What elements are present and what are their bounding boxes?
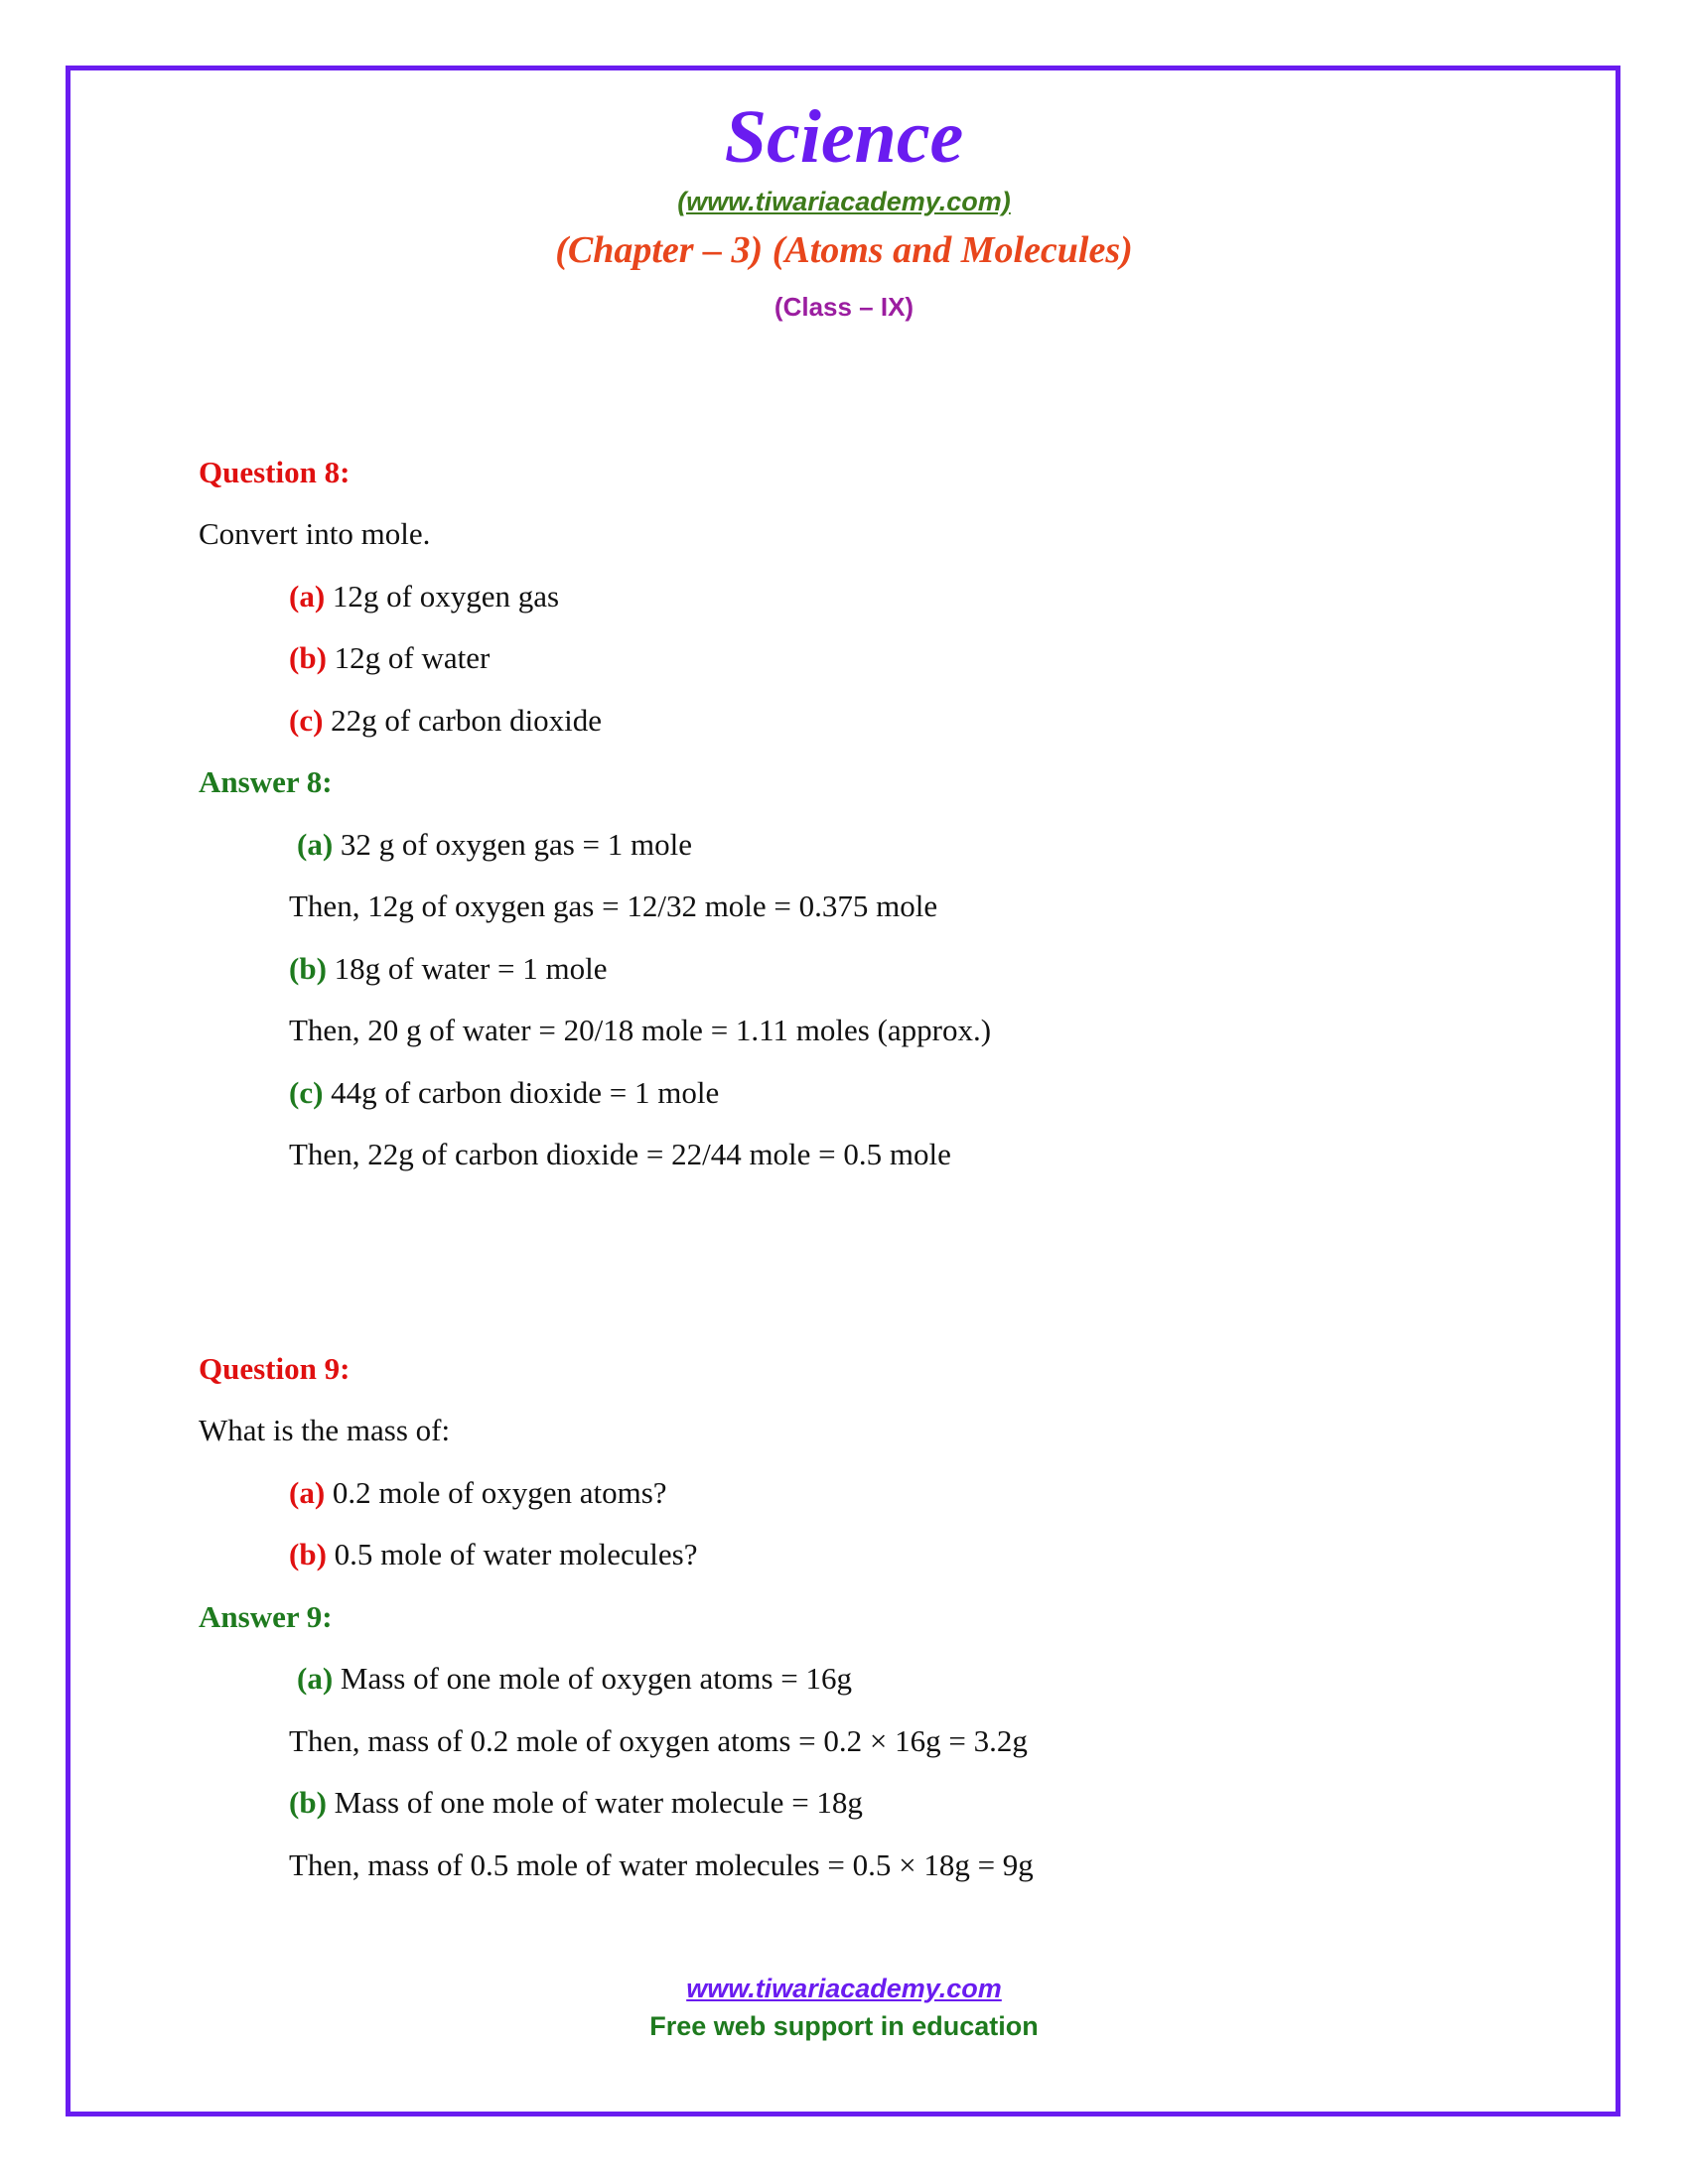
answer-8-line bbox=[289, 1077, 719, 1108]
answer-text: 44g of carbon dioxide = 1 mole bbox=[323, 1075, 720, 1110]
answer-8-line: Then, 12g of oxygen gas = 12/32 mole = 0.375 mole bbox=[289, 888, 938, 923]
chapter-heading: (Chapter – 3) (Atoms and Molecules) bbox=[555, 229, 1133, 271]
option-label: (b) bbox=[289, 1537, 327, 1571]
answer-label: (a) bbox=[297, 1661, 334, 1696]
question-8-option-a bbox=[289, 581, 559, 612]
website-link-footer[interactable]: www.tiwariacademy.com bbox=[686, 1974, 1002, 2003]
question-9-option-b bbox=[289, 1539, 697, 1570]
question-8-heading: Question 8: bbox=[199, 455, 351, 489]
answer-8-line: Then, 22g of carbon dioxide = 22/44 mole = 0.5 mole bbox=[289, 1137, 951, 1171]
question-8-option-b bbox=[289, 642, 490, 673]
website-link-header[interactable]: (www.tiwariacademy.com) bbox=[677, 187, 1011, 216]
answer-8-heading: Answer 8: bbox=[199, 764, 333, 799]
answer-9-line bbox=[289, 1787, 863, 1818]
answer-text: Mass of one mole of water molecule = 18g bbox=[326, 1785, 863, 1820]
answer-label: (b) bbox=[289, 951, 327, 986]
answer-label: (b) bbox=[289, 1785, 327, 1820]
answer-8-line: Then, 20 g of water = 20/18 mole = 1.11 moles (approx.) bbox=[289, 1013, 992, 1047]
answer-text: 32 g of oxygen gas = 1 mole bbox=[333, 827, 693, 862]
answer-9-line: Then, mass of 0.2 mole of oxygen atoms = 0.2 × 16g = 3.2g bbox=[289, 1723, 1028, 1758]
question-9-option-a bbox=[289, 1477, 667, 1508]
answer-label: (a) bbox=[297, 827, 334, 862]
option-label: (b) bbox=[289, 640, 327, 675]
option-text: 0.2 mole of oxygen atoms? bbox=[325, 1475, 667, 1510]
option-text: 12g of oxygen gas bbox=[325, 579, 560, 614]
question-8-option-c bbox=[289, 705, 602, 736]
page-title: Science bbox=[724, 95, 964, 179]
answer-text: Mass of one mole of oxygen atoms = 16g bbox=[333, 1661, 853, 1696]
option-text: 0.5 mole of water molecules? bbox=[326, 1537, 698, 1571]
answer-8-line bbox=[289, 953, 608, 984]
answer-9-heading: Answer 9: bbox=[199, 1599, 333, 1634]
answer-9-line bbox=[297, 1663, 852, 1694]
footer-tagline: Free web support in education bbox=[649, 2011, 1039, 2041]
class-label: (Class – IX) bbox=[774, 292, 914, 322]
answer-9-line: Then, mass of 0.5 mole of water molecules = 0.5 × 18g = 9g bbox=[289, 1847, 1034, 1882]
question-9-heading: Question 9: bbox=[199, 1351, 351, 1386]
option-text: 12g of water bbox=[326, 640, 491, 675]
answer-text: 18g of water = 1 mole bbox=[326, 951, 608, 986]
option-label: (a) bbox=[289, 1475, 326, 1510]
answer-8-line bbox=[297, 829, 692, 860]
option-text: 22g of carbon dioxide bbox=[323, 703, 603, 738]
option-label: (c) bbox=[289, 703, 324, 738]
question-9-stem: What is the mass of: bbox=[199, 1413, 451, 1447]
option-label: (a) bbox=[289, 579, 326, 614]
question-8-stem: Convert into mole. bbox=[199, 516, 431, 551]
answer-label: (c) bbox=[289, 1075, 324, 1110]
